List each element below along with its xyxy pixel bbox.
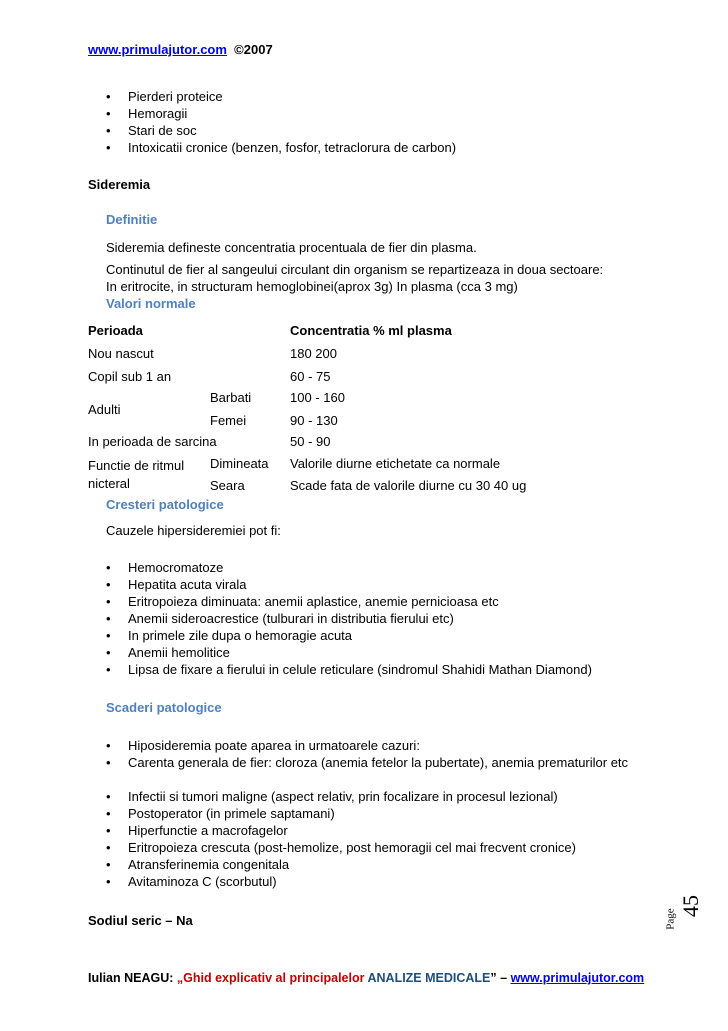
page-number-value: 45 [678,895,703,917]
list-item: • Hemoragii [88,105,456,122]
section-title: Sideremia [88,177,151,192]
definitie-heading: Definitie [106,212,158,227]
list-item: • Anemii sideroacrestice (tulburari in distributia fierului etc) [88,610,592,627]
list-item: • Hiperfunctie a macrofagelor [88,822,648,839]
definitie-line-1: Sideremia defineste concentratia procentuala de fier din plasma. [106,240,477,255]
header-copyright: ©2007 [234,42,273,57]
table-cell: Functie de ritmul [88,458,185,473]
list-item: • Stari de soc [88,122,456,139]
list-item: • Intoxicatii cronice (benzen, fosfor, tetraclorura de carbon) [88,139,456,156]
list-item: • Eritropoieza diminuata: anemii aplastice, anemie pernicioasa etc [88,593,592,610]
table-cell: 180 200 [290,346,337,361]
valori-heading: Valori normale [106,296,196,311]
table-cell: Dimineata [210,456,269,471]
list-item: • In primele zile dupa o hemoragie acuta [88,627,592,644]
header-site-link[interactable]: www.primulajutor.com [88,42,227,57]
list-item: • Hemocromatoze [88,559,592,576]
cresteri-heading: Cresteri patologice [106,497,224,512]
table-cell: Barbati [210,390,252,405]
cresteri-intro: Cauzele hipersideremiei pot fi: [106,523,281,538]
footer-analize: ANALIZE MEDICALE [367,971,491,985]
footer-site-link[interactable]: www.primulajutor.com [510,971,645,985]
table-cell: 60 - 75 [290,369,331,384]
page-number [664,883,718,943]
footer-dash: ” – [490,971,508,985]
list-item: • Carenta generala de fier: cloroza (anemia fetelor la pubertate), anemia prematurilor etc [88,754,648,788]
table-cell: 100 - 160 [290,390,345,405]
list-item: • Atransferinemia congenitala [88,856,648,873]
list-item: • Hepatita acuta virala [88,576,592,593]
footer-author: Iulian NEAGU: [88,971,174,985]
definitie-line-3: In eritrocite, in structuram hemoglobinei(aprox 3g) In plasma (cca 3 mg) [106,279,518,294]
scaderi-heading: Scaderi patologice [106,700,222,715]
table-cell: Valorile diurne etichetate ca normale [290,456,501,471]
table-cell: Copil sub 1 an [88,369,172,384]
list-item: • Avitaminoza C (scorbutul) [88,873,648,890]
table-cell: Seara [210,478,245,493]
footer [88,971,644,985]
list-item: • Lipsa de fixare a fierului in celule reticulare (sindromul Shahidi Mathan Diamond) [88,661,592,678]
table-cell: Adulti [88,402,121,417]
table-cell: nicteral [88,476,130,491]
table-header-concentration: Concentratia % ml plasma [290,323,452,338]
definitie-line-2: Continutul de fier al sangeului circulant din organism se repartizeaza in doua sectoare: [106,262,604,277]
cresteri-list [88,559,592,678]
table-cell: Nou nascut [88,346,154,361]
table-header-period: Perioada [88,323,143,338]
table-cell: 50 - 90 [290,434,331,449]
list-item: • Hiposideremia poate aparea in urmatoarele cazuri: [88,737,648,754]
list-item: • Pierderi proteice [88,88,456,105]
scaderi-list [88,737,648,890]
list-item: • Infectii si tumori maligne (aspect relativ, prin focalizare in procesul lezional) [88,788,648,805]
next-section-title: Sodiul seric – Na [88,913,193,928]
list-item: • Anemii hemolitice [88,644,592,661]
table-cell: In perioada de sarcina [88,434,217,449]
footer-guide: „Ghid explicativ al principalelor [176,971,365,985]
page-label: Page [664,908,677,930]
table-cell: Scade fata de valorile diurne cu 30 40 ug [290,478,527,493]
top-bullet-list [88,88,456,156]
header [88,42,273,57]
list-item: • Eritropoieza crescuta (post-hemolize, post hemoragii cel mai frecvent cronice) [88,839,648,856]
table-cell: Femei [210,413,247,428]
list-item: • Postoperator (in primele saptamani) [88,805,648,822]
table-cell: 90 - 130 [290,413,338,428]
